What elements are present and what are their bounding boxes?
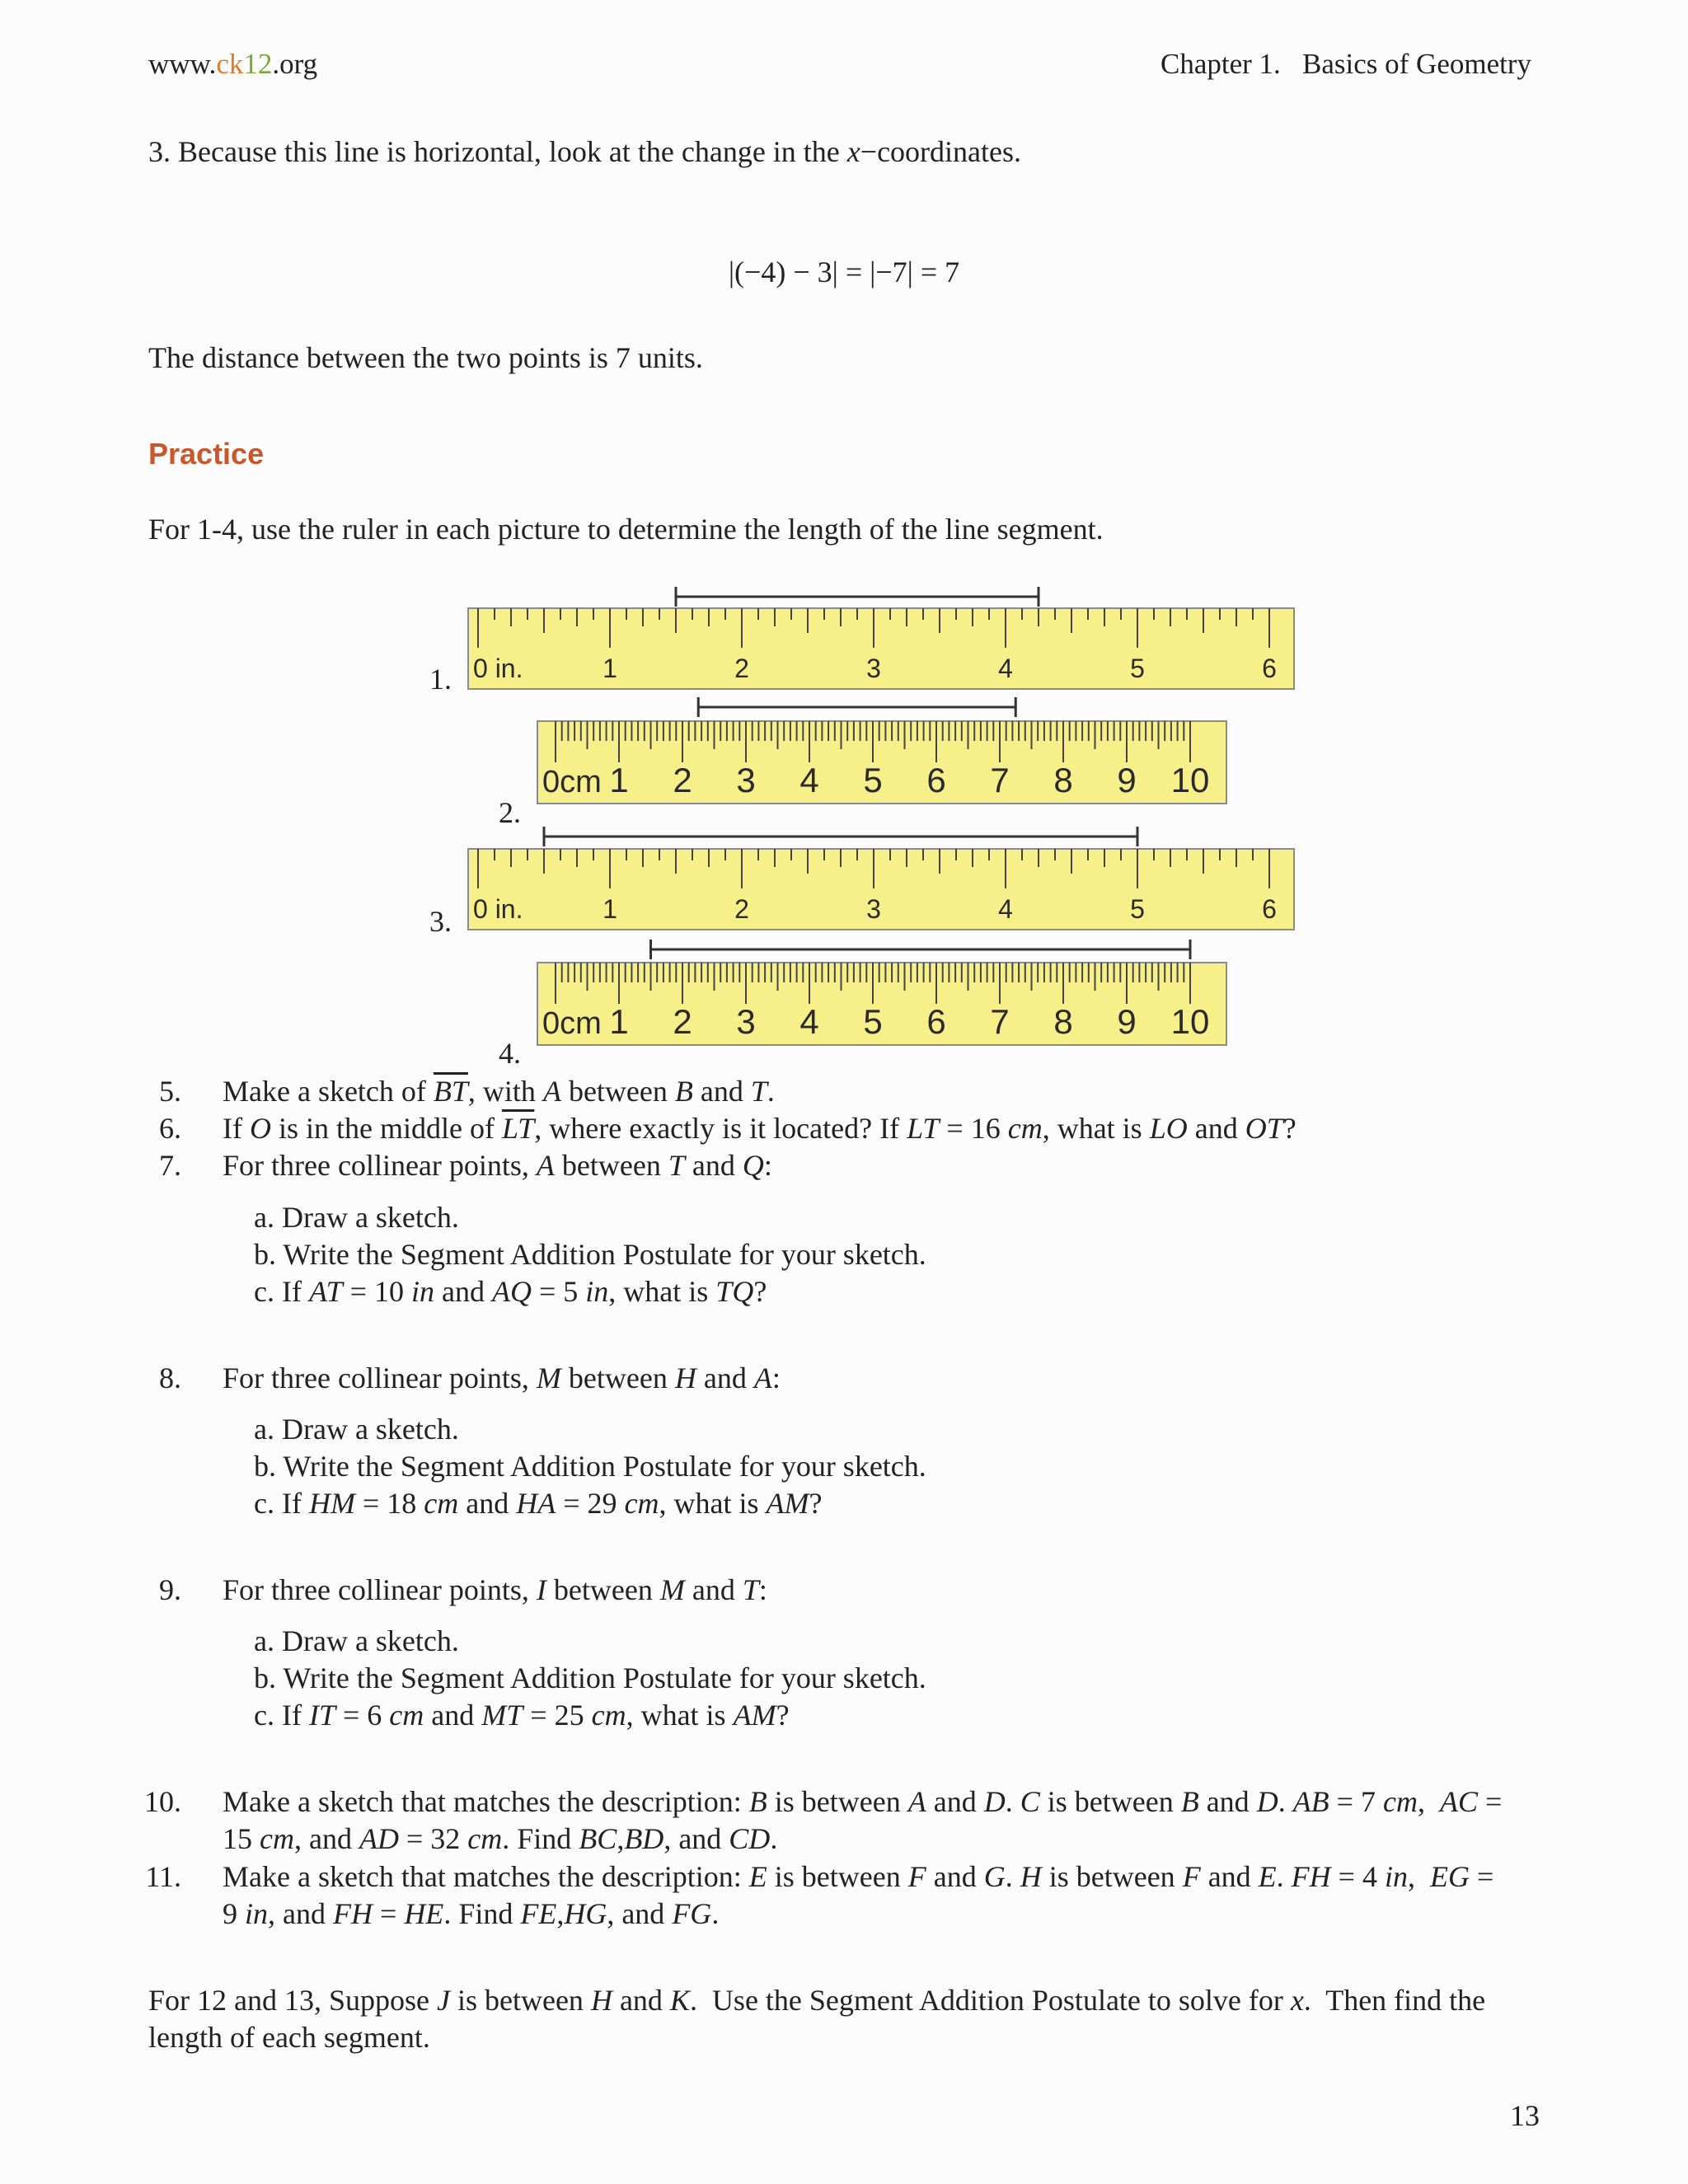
q10-var: D	[983, 1785, 1006, 1818]
q11-var: G	[983, 1860, 1006, 1893]
sub-unit: cm	[389, 1699, 424, 1732]
q11-text: =	[373, 1897, 405, 1930]
q11-unit: in	[1384, 1860, 1408, 1893]
sub-letter: b.	[254, 1661, 276, 1694]
ruler-zero-label: 0cm	[542, 1006, 602, 1041]
q11-text: .	[1005, 1860, 1020, 1893]
q7-sub-c	[254, 1273, 767, 1310]
final-var: H	[590, 1984, 612, 2017]
q10-text: is between	[1039, 1785, 1181, 1818]
q8-var: A	[753, 1361, 772, 1394]
sub-text: ?	[809, 1487, 823, 1520]
q8-text: For three collinear points,	[223, 1361, 537, 1394]
ruler-tick-label: 1	[603, 894, 617, 924]
ruler-tick-label: 5	[863, 761, 883, 799]
q11-text: Make a sketch that matches the description:	[223, 1860, 749, 1893]
q5-var: T	[750, 1075, 767, 1108]
q9-text-c: and	[684, 1573, 743, 1606]
q6-text-g: ?	[1282, 1112, 1296, 1145]
q10-text: ,	[1417, 1785, 1440, 1818]
q11-var: FG	[672, 1897, 712, 1930]
q11-var: EG	[1430, 1860, 1470, 1893]
sub-var: HM	[308, 1487, 355, 1520]
q6-text-b: is in the middle of	[270, 1112, 502, 1145]
question-11-line2	[223, 1896, 719, 1933]
q7-sub-b	[254, 1236, 926, 1273]
q11-text: , and	[268, 1897, 333, 1930]
sub-text: If	[281, 1487, 309, 1520]
final-var: x	[1290, 1984, 1304, 2017]
ruler-tick-label: 5	[1130, 654, 1145, 683]
q11-number: 11.	[145, 1860, 181, 1893]
sub-text: Write the Segment Addition Postulate for your sketch.	[283, 1450, 926, 1483]
ruler-tick-label: 1	[603, 654, 617, 683]
site-suffix: .org	[272, 48, 318, 80]
q6-text-e: , what is	[1042, 1112, 1150, 1145]
ruler-zero-label: 0 in.	[473, 894, 523, 924]
sub-letter: a.	[254, 1201, 274, 1234]
q11-text: ,	[1408, 1860, 1430, 1893]
ruler-zero-label: 0cm	[542, 765, 602, 799]
q9-sub-a	[254, 1623, 459, 1660]
q7-sub-a	[254, 1199, 459, 1236]
question-11	[145, 1858, 1494, 1896]
step-number: 3.	[148, 135, 171, 168]
q9-text-b: between	[546, 1573, 660, 1606]
practice-intro: For 1-4, use the ruler in each picture to determine the length of the line segment.	[148, 513, 1104, 546]
question-9	[159, 1572, 767, 1609]
ruler-zero-label: 0 in.	[473, 654, 523, 683]
sub-var: AQ	[491, 1275, 532, 1308]
q10-text: .	[770, 1822, 778, 1855]
sub-var: AT	[308, 1275, 343, 1308]
question-7	[159, 1147, 772, 1184]
q11-var: H	[1020, 1860, 1042, 1893]
sub-var: TQ	[715, 1275, 754, 1308]
q11-var: E	[1258, 1860, 1277, 1893]
ruler-tick-label: 4	[799, 1002, 819, 1041]
q5-text-b: , with	[467, 1075, 543, 1108]
q8-var: M	[536, 1361, 561, 1394]
sub-text: Write the Segment Addition Postulate for your sketch.	[283, 1661, 926, 1694]
q10-text: . Find	[502, 1822, 579, 1855]
step-var: x	[846, 135, 860, 168]
q10-var: AC	[1439, 1785, 1478, 1818]
sub-letter: a.	[254, 1624, 274, 1657]
q6-var: LT	[907, 1112, 940, 1145]
q11-text: .	[711, 1897, 720, 1930]
q11-text: ,	[556, 1897, 565, 1930]
q10-unit: cm	[260, 1822, 294, 1855]
q10-text: is between	[767, 1785, 908, 1818]
q10-var: CD	[729, 1822, 771, 1855]
question-6	[159, 1110, 1296, 1147]
sub-letter: b.	[254, 1450, 276, 1483]
q10-var: D	[1256, 1785, 1278, 1818]
q5-segment: $\overline{BT}$	[433, 1075, 468, 1108]
sub-text: , what is	[608, 1275, 716, 1308]
final-paragraph	[148, 1982, 1485, 2019]
q11-text: . Find	[443, 1897, 521, 1930]
final-paragraph-line2: length of each segment.	[148, 2021, 430, 2054]
q5-text-c: between	[560, 1075, 675, 1108]
final-text: and	[612, 1984, 670, 2017]
ruler-tick-label: 4	[998, 894, 1013, 924]
sub-text: , what is	[626, 1699, 734, 1732]
ruler-tick-label: 6	[926, 761, 946, 799]
q11-text: is between	[1041, 1860, 1183, 1893]
q5-text-d: and	[692, 1075, 751, 1108]
q8-text-b: between	[560, 1361, 675, 1394]
q5-number: 5.	[159, 1075, 181, 1108]
q11-var: F	[1182, 1860, 1201, 1893]
q10-var: AD	[359, 1822, 399, 1855]
sub-unit: cm	[624, 1487, 659, 1520]
final-var: K	[669, 1984, 690, 2017]
final-text: . Use the Segment Addition Postulate to solve for	[689, 1984, 1291, 2017]
ruler-tick-label: 3	[866, 654, 881, 683]
question-10-line2	[223, 1821, 777, 1858]
ruler-tick-label: 5	[863, 1002, 883, 1041]
sub-text: = 10	[342, 1275, 411, 1308]
site-url[interactable]	[148, 48, 317, 81]
q8-sub-b	[254, 1448, 926, 1485]
q11-var: HE	[404, 1897, 444, 1930]
sub-text: = 25	[523, 1699, 592, 1732]
q7-text: For three collinear points,	[223, 1149, 537, 1182]
sub-unit: in	[585, 1275, 609, 1308]
q5-var: B	[674, 1075, 693, 1108]
q10-text: ,	[617, 1822, 625, 1855]
q9-text: For three collinear points,	[223, 1573, 537, 1606]
q10-var: B	[748, 1785, 767, 1818]
q10-text: .	[1278, 1785, 1293, 1818]
q10-var: A	[907, 1785, 926, 1818]
q6-var: OT	[1245, 1112, 1283, 1145]
q11-text: is between	[767, 1860, 908, 1893]
ruler-tick-label: 4	[799, 761, 819, 799]
q10-text: =	[1477, 1785, 1503, 1818]
sub-var: IT	[308, 1699, 335, 1732]
q11-var: HG	[564, 1897, 607, 1930]
example-step	[148, 134, 1021, 171]
q6-text-d: = 16	[939, 1112, 1008, 1145]
sub-text: = 6	[335, 1699, 390, 1732]
q7-text-b: between	[554, 1149, 668, 1182]
q11-text: =	[1470, 1860, 1494, 1893]
q11-text: = 4	[1330, 1860, 1385, 1893]
q8-number: 8.	[159, 1361, 181, 1394]
q11-text: 9	[223, 1897, 245, 1930]
sub-text: ?	[776, 1699, 790, 1732]
step-text: Because this line is horizontal, look at the change in the	[178, 135, 847, 168]
ruler-tick-label: 7	[990, 1002, 1010, 1041]
q8-sub-a	[254, 1411, 459, 1448]
q9-number: 9.	[159, 1573, 181, 1606]
ruler-tick-label: 2	[673, 761, 692, 799]
q7-var: Q	[742, 1149, 764, 1182]
section-title: Practice	[148, 437, 265, 471]
q8-sub-c	[254, 1485, 823, 1522]
q10-text: , and	[663, 1822, 729, 1855]
sub-text: Write the Segment Addition Postulate for your sketch.	[283, 1238, 926, 1271]
page-number: 13	[1510, 2099, 1540, 2132]
sub-text: Draw a sketch.	[281, 1201, 459, 1234]
sub-text: If	[281, 1275, 309, 1308]
sub-letter: c.	[254, 1487, 274, 1520]
q11-var: FH	[1291, 1860, 1331, 1893]
conclusion: The distance between the two points is 7 units.	[148, 341, 703, 374]
sub-letter: c.	[254, 1275, 274, 1308]
q10-text: and	[926, 1785, 984, 1818]
q10-var: BD	[624, 1822, 664, 1855]
q10-number: 10.	[144, 1785, 181, 1818]
ruler-tick-label: 3	[736, 761, 756, 799]
ruler-tick-label: 2	[673, 1002, 692, 1041]
ruler-tick-label: 10	[1170, 761, 1210, 799]
q11-var: E	[748, 1860, 767, 1893]
final-text: is between	[449, 1984, 591, 2017]
ruler-item-number: 2.	[499, 796, 521, 829]
q11-var: F	[907, 1860, 926, 1893]
q9-var: T	[742, 1573, 759, 1606]
sub-letter: a.	[254, 1413, 274, 1446]
q10-text: 15	[223, 1822, 260, 1855]
q8-var: H	[674, 1361, 696, 1394]
q6-number: 6.	[159, 1112, 181, 1145]
question-10	[144, 1783, 1503, 1821]
ruler-item-number: 1.	[429, 663, 452, 696]
q6-text-f: and	[1187, 1112, 1245, 1145]
q10-text: Make a sketch that matches the description:	[223, 1785, 749, 1818]
ruler-tick-label: 6	[926, 1002, 946, 1041]
ruler-tick-label: 2	[734, 654, 749, 683]
sub-letter: c.	[254, 1699, 274, 1732]
ruler-tick-label: 8	[1053, 1002, 1073, 1041]
sub-unit: cm	[424, 1487, 459, 1520]
ruler-tick-label: 8	[1053, 761, 1073, 799]
sub-text: , what is	[659, 1487, 767, 1520]
q11-text: and	[926, 1860, 984, 1893]
equation: |(−4) − 3| = |−7| = 7	[728, 255, 960, 288]
q10-var: B	[1180, 1785, 1199, 1818]
ruler-tick-label: 1	[609, 1002, 629, 1041]
q10-text: , and	[293, 1822, 359, 1855]
q6-segment: $\overline{LT}$	[501, 1112, 535, 1145]
sub-var: AM	[733, 1699, 776, 1732]
q6-unit: cm	[1007, 1112, 1043, 1145]
q6-var: LO	[1149, 1112, 1188, 1145]
q9-var: I	[536, 1573, 546, 1606]
ruler-tick-label: 7	[990, 761, 1010, 799]
sub-unit: in	[410, 1275, 434, 1308]
sub-text: ?	[753, 1275, 767, 1308]
ruler-tick-label: 3	[866, 894, 881, 924]
rulers-figure	[0, 577, 1688, 1071]
sub-text: = 29	[556, 1487, 625, 1520]
q11-var: FE	[520, 1897, 557, 1930]
q6-text-c: , where exactly is it located? If	[534, 1112, 907, 1145]
q5-text: Make a sketch of	[223, 1075, 434, 1108]
site-prefix: www.	[148, 48, 217, 80]
ruler-item-number: 3.	[429, 905, 452, 938]
q10-text: = 32	[398, 1822, 468, 1855]
site-ck: ck	[216, 48, 244, 80]
sub-unit: cm	[591, 1699, 626, 1732]
q10-var: AB	[1292, 1785, 1329, 1818]
q11-text: .	[1276, 1860, 1292, 1893]
ruler-tick-label: 9	[1117, 1002, 1137, 1041]
q7-text-c: and	[684, 1149, 743, 1182]
sub-text: Draw a sketch.	[281, 1624, 459, 1657]
sub-text: = 18	[354, 1487, 424, 1520]
q11-unit: in	[245, 1897, 269, 1930]
sub-text: = 5	[531, 1275, 586, 1308]
sub-text: Draw a sketch.	[281, 1413, 459, 1446]
q5-text-e: .	[767, 1075, 775, 1108]
ruler-tick-label: 6	[1262, 894, 1277, 924]
q11-text: , and	[607, 1897, 673, 1930]
ruler-item-number: 4.	[499, 1037, 521, 1070]
q8-text-d: :	[771, 1361, 781, 1394]
q7-var: A	[536, 1149, 555, 1182]
site-12: 12	[243, 48, 273, 80]
sub-text: and	[458, 1487, 517, 1520]
ruler-tick-label: 5	[1130, 894, 1145, 924]
question-5	[159, 1073, 775, 1110]
q11-text: and	[1200, 1860, 1259, 1893]
sub-letter: b.	[254, 1238, 276, 1271]
q10-unit: cm	[467, 1822, 503, 1855]
q10-text: and	[1198, 1785, 1257, 1818]
sub-text: If	[281, 1699, 309, 1732]
q9-var: M	[659, 1573, 685, 1606]
sub-text: and	[424, 1699, 482, 1732]
q6-var: O	[249, 1112, 271, 1145]
q7-text-d: :	[763, 1149, 772, 1182]
q10-text: .	[1005, 1785, 1020, 1818]
q5-var: A	[542, 1075, 561, 1108]
chapter-title: Chapter 1. Basics of Geometry	[1160, 48, 1531, 80]
ruler-tick-label: 10	[1170, 1002, 1210, 1041]
sub-var: HA	[516, 1487, 556, 1520]
q9-text-d: :	[758, 1573, 767, 1606]
final-text: . Then find the	[1303, 1984, 1486, 2017]
q9-sub-c	[254, 1697, 790, 1734]
sub-var: AM	[766, 1487, 809, 1520]
ruler-tick-label: 3	[736, 1002, 756, 1041]
ruler-tick-label: 2	[734, 894, 749, 924]
q8-text-c: and	[696, 1361, 754, 1394]
q6-text: If	[223, 1112, 250, 1145]
ruler-tick-label: 9	[1117, 761, 1137, 799]
q9-sub-b	[254, 1660, 926, 1697]
final-text: For 12 and 13, Suppose	[148, 1984, 437, 2017]
q11-var: FH	[333, 1897, 373, 1930]
q10-var: BC	[579, 1822, 617, 1855]
q7-var: T	[668, 1149, 685, 1182]
q10-unit: cm	[1382, 1785, 1418, 1818]
sub-var: MT	[481, 1699, 523, 1732]
step-text-b: −coordinates.	[860, 135, 1022, 168]
q7-number: 7.	[159, 1149, 181, 1182]
q10-var: C	[1020, 1785, 1040, 1818]
ruler-tick-label: 4	[998, 654, 1013, 683]
question-8	[159, 1360, 781, 1397]
ruler-tick-label: 6	[1262, 654, 1277, 683]
q10-text: = 7	[1329, 1785, 1383, 1818]
sub-text: and	[434, 1275, 492, 1308]
ruler-tick-label: 1	[609, 761, 629, 799]
final-var: J	[437, 1984, 450, 2017]
